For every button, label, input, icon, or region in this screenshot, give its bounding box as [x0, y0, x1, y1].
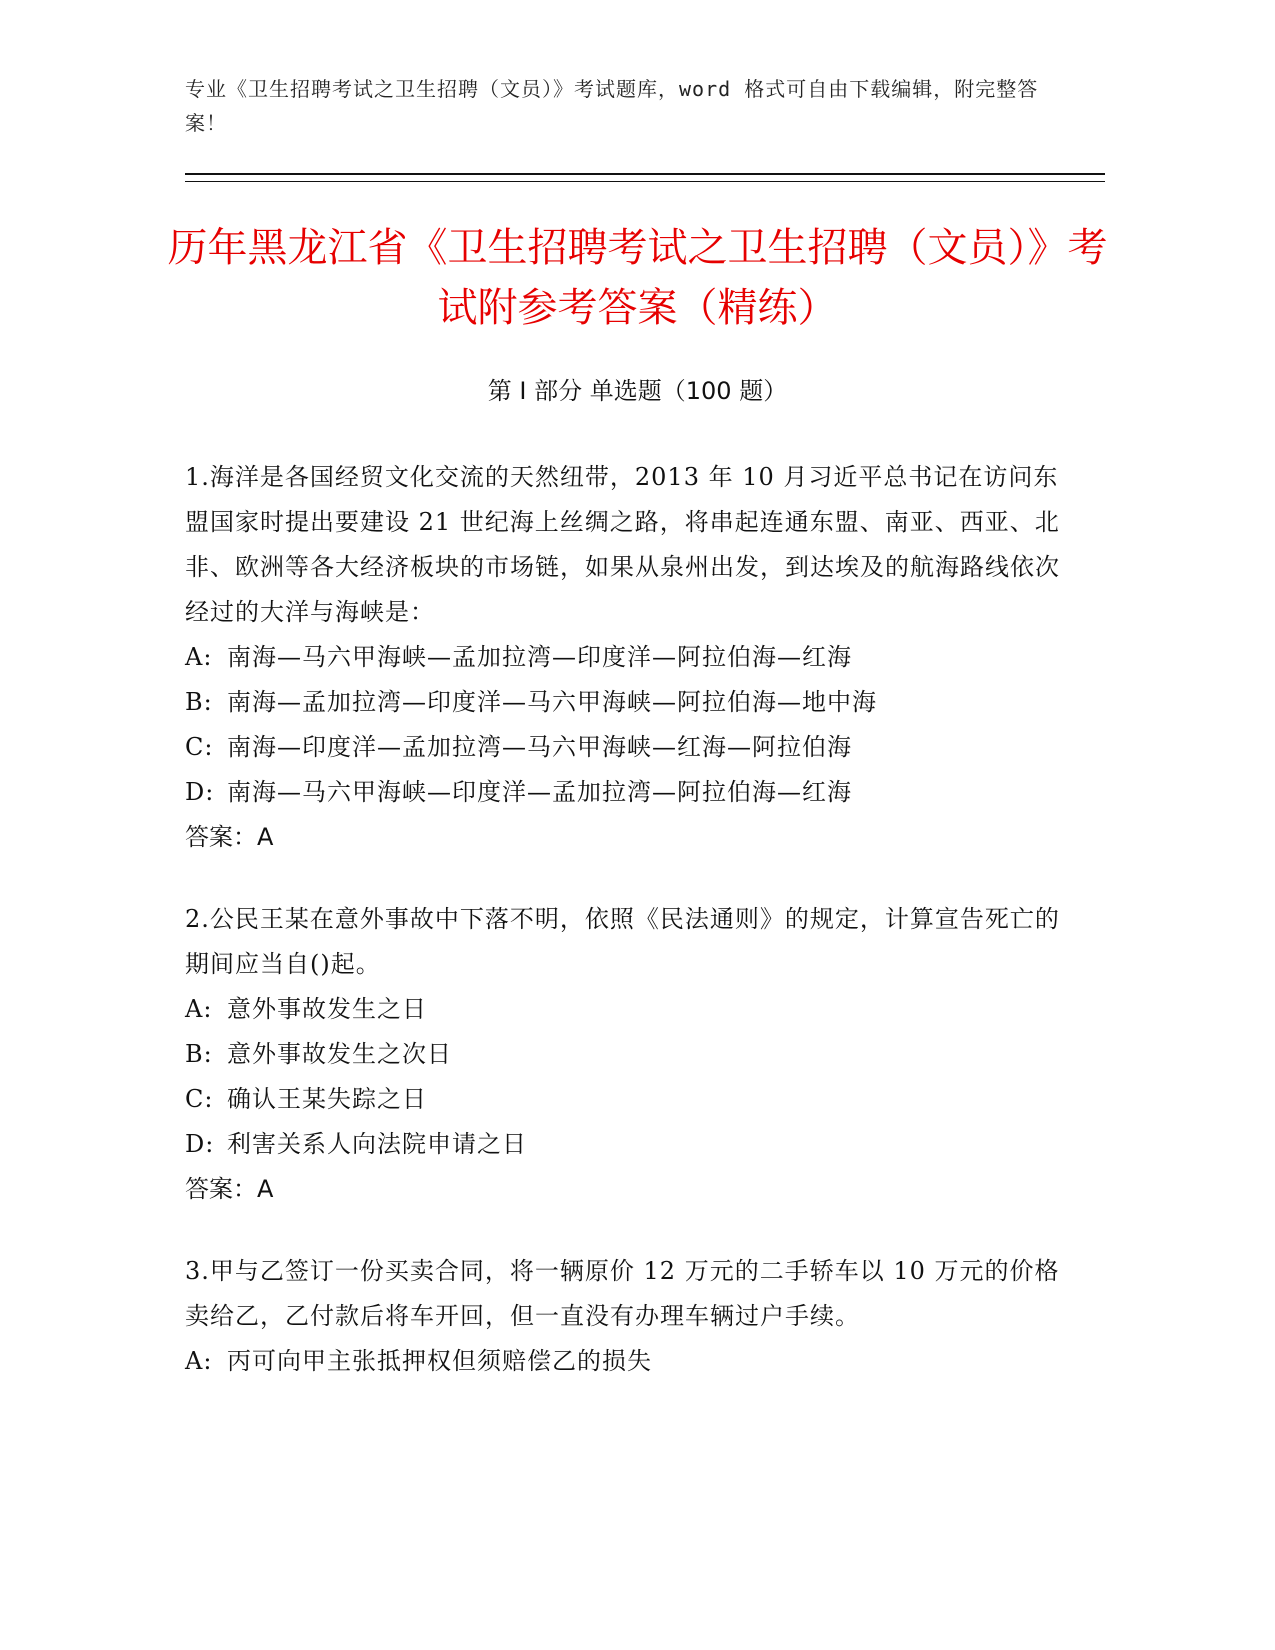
- option-key: A:: [185, 995, 213, 1023]
- option-text: 丙可向甲主张抵押权但须赔偿乙的损失: [227, 1347, 652, 1375]
- answer-line: 答案：A: [185, 1175, 274, 1203]
- option-c: [185, 1077, 1065, 1122]
- option-b: [185, 680, 1065, 725]
- option-key: D:: [185, 778, 215, 806]
- question-stem: 1.海洋是各国经贸文化交流的天然纽带，2013 年 10 月习近平总书记在访问东盟国家时提出要建设 21 世纪海上丝绸之路，将串起连通东盟、南亚、西亚、北非、欧洲等各大经济板块的市场链，如果从泉州出发，到达埃及的航海路线依次经过的大洋与海峡是：: [185, 463, 1060, 626]
- option-key: A:: [185, 643, 213, 671]
- option-key: B:: [185, 688, 213, 716]
- header-divider-thin: [185, 181, 1105, 182]
- option-key: D:: [185, 1130, 215, 1158]
- option-d: [185, 1122, 1065, 1167]
- question-1: [185, 455, 1065, 860]
- option-key: B:: [185, 1040, 213, 1068]
- option-a: [185, 987, 1065, 1032]
- answer-line: 答案：A: [185, 823, 274, 851]
- document-title: 历年黑龙江省《卫生招聘考试之卫生招聘（文员）》考试附参考答案（精练）: [167, 225, 1108, 331]
- option-text: 意外事故发生之日: [227, 995, 427, 1023]
- option-text: 利害关系人向法院申请之日: [227, 1130, 527, 1158]
- question-stem: 2.公民王某在意外事故中下落不明，依照《民法通则》的规定，计算宣告死亡的期间应当自()起。: [185, 905, 1060, 978]
- option-a: [185, 1339, 1065, 1384]
- section-title: 第 I 部分 单选题（100 题）: [487, 377, 788, 405]
- option-text: 南海—孟加拉湾—印度洋—马六甲海峡—阿拉伯海—地中海: [227, 688, 877, 716]
- option-text: 南海—马六甲海峡—印度洋—孟加拉湾—阿拉伯海—红海: [227, 778, 852, 806]
- option-text: 意外事故发生之次日: [227, 1040, 452, 1068]
- question-2: [185, 897, 1065, 1212]
- header-note: 专业《卫生招聘考试之卫生招聘（文员）》考试题库，word 格式可自由下载编辑，附完整答案！: [185, 77, 1039, 135]
- option-d: [185, 770, 1065, 815]
- header-divider-thick: [185, 173, 1105, 175]
- option-text: 确认王某失踪之日: [227, 1085, 427, 1113]
- option-key: C:: [185, 1085, 214, 1113]
- option-text: 南海—印度洋—孟加拉湾—马六甲海峡—红海—阿拉伯海: [227, 733, 852, 761]
- option-key: A:: [185, 1347, 213, 1375]
- question-stem: 3.甲与乙签订一份买卖合同，将一辆原价 12 万元的二手轿车以 10 万元的价格卖给乙，乙付款后将车开回，但一直没有办理车辆过户手续。: [185, 1257, 1060, 1330]
- option-key: C:: [185, 733, 214, 761]
- question-list: [185, 455, 1065, 1421]
- option-c: [185, 725, 1065, 770]
- question-3: [185, 1249, 1065, 1384]
- option-b: [185, 1032, 1065, 1077]
- option-a: [185, 635, 1065, 680]
- option-text: 南海—马六甲海峡—孟加拉湾—印度洋—阿拉伯海—红海: [227, 643, 852, 671]
